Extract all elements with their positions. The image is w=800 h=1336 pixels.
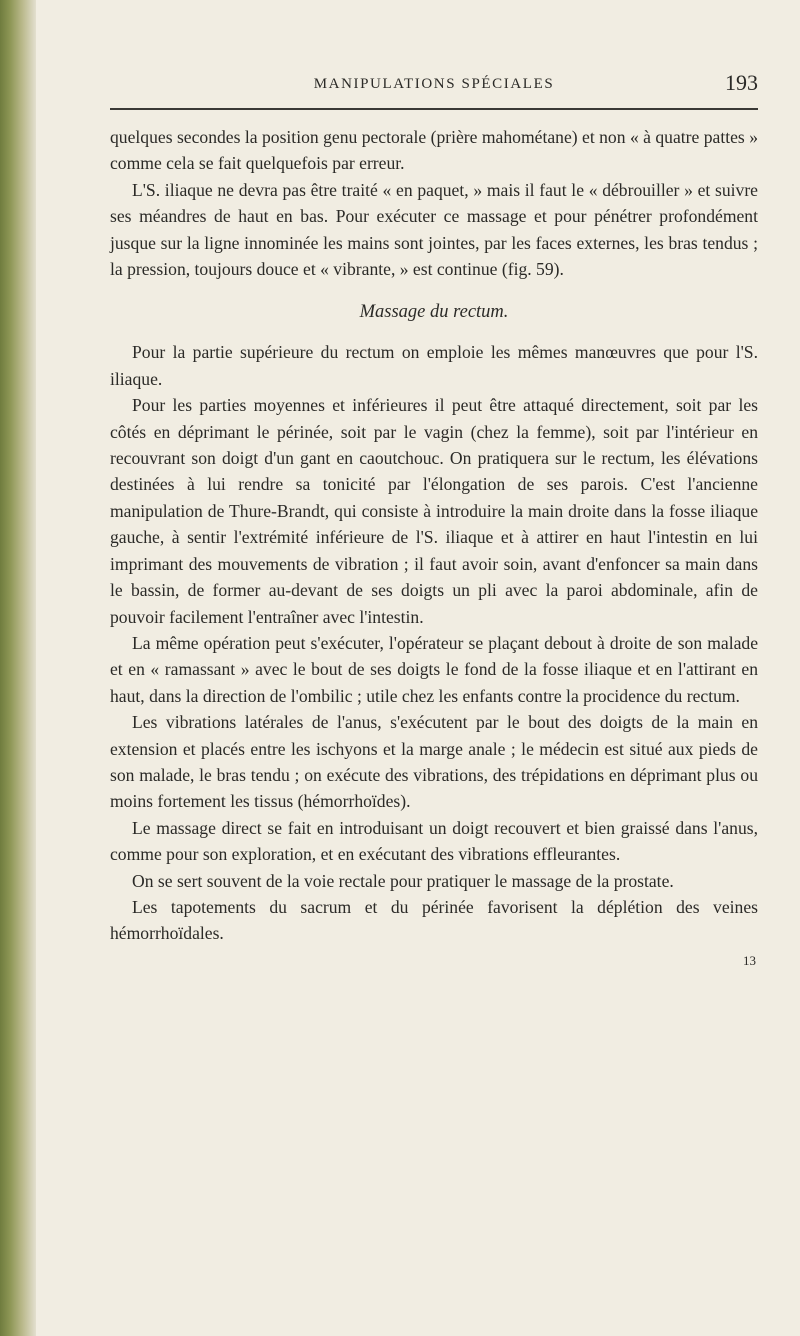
page-header bbox=[110, 70, 758, 108]
page-edge-shadow bbox=[0, 0, 36, 1336]
paragraph: quelques secondes la position genu pectorale (prière mahométane) et non « à quatre pattes » comme cela se fait quelquefois par erreur. bbox=[110, 127, 758, 174]
paragraph: Pour la partie supérieure du rectum on emploie les mêmes manœuvres que pour l'S. iliaque. bbox=[110, 342, 758, 389]
paragraph: L'S. iliaque ne devra pas être traité « en paquet, » mais il faut le « débrouiller » et suivre ses méandres de haut en bas. Pour exécuter ce massage et pour pénétrer profondément jusque sur la ligne innominée les mains sont jointes, par les faces externes, les bras tendus ; la pression, toujours douce et « vibrante, » est continue (fig. 59). bbox=[110, 179, 758, 280]
paragraph: Les tapotements du sacrum et du périnée favorisent la déplétion des veines hémorrhoïdales. bbox=[110, 896, 758, 944]
book-page bbox=[110, 70, 758, 969]
running-head: MANIPULATIONS SPÉCIALES bbox=[313, 76, 555, 92]
signature-mark: 13 bbox=[743, 952, 756, 968]
body-text bbox=[110, 124, 758, 947]
paragraph: Les vibrations latérales de l'anus, s'exécutent par le bout des doigts de la main en extension et placés entre les ischyons et la marge anale ; le médecin est situé aux pieds de son malade, le bras tendu ; on exécute des vibrations, des trépidations en déprimant plus ou moins fortement les tissus (hémorrhoïdes). bbox=[110, 712, 758, 812]
section-title: Massage du rectum. bbox=[359, 302, 509, 323]
paragraph: La même opération peut s'exécuter, l'opérateur se plaçant debout à droite de son malade et en « ramassant » avec le bout de ses doigts le fond de la fosse iliaque et en l'attirant en haut, dans la direction de l'ombilic ; utile chez les enfants contre la procidence du rectum. bbox=[110, 632, 758, 706]
paragraph: On se sert souvent de la voie rectale pour pratiquer le massage de la prostate. bbox=[132, 870, 674, 891]
paragraph: Pour les parties moyennes et inférieures il peut être attaqué directement, soit par les côtés en déprimant le périnée, soit par le vagin (chez la femme), soit par l'intérieur en recouvrant son doigt d'un gant en caoutchouc. On pratiquera sur le rectum, les élévations destinées à lui rendre sa tonicité par l'élongation de ses parois. C'est l'ancienne manipulation de Thure-Brandt, qui consiste à introduire la main droite dans la fosse iliaque gauche, à sentir l'extrémité inférieure de l'S. iliaque et à attirer en haut l'intestin en lui imprimant des mouvements de vibration ; il faut avoir soin, avant d'enfoncer sa main dans le bassin, de former au-devant de ses doigts un pli avec la paroi abdominale, afin de pouvoir facilement l'entraîner avec l'intestin. bbox=[110, 395, 758, 627]
page-number: 193 bbox=[725, 70, 758, 95]
header-rule bbox=[110, 108, 758, 110]
paragraph: Le massage direct se fait en introduisant un doigt recouvert et bien graissé dans l'anus, comme pour son exploration, et en exécutant des vibrations effleurantes. bbox=[110, 817, 758, 865]
